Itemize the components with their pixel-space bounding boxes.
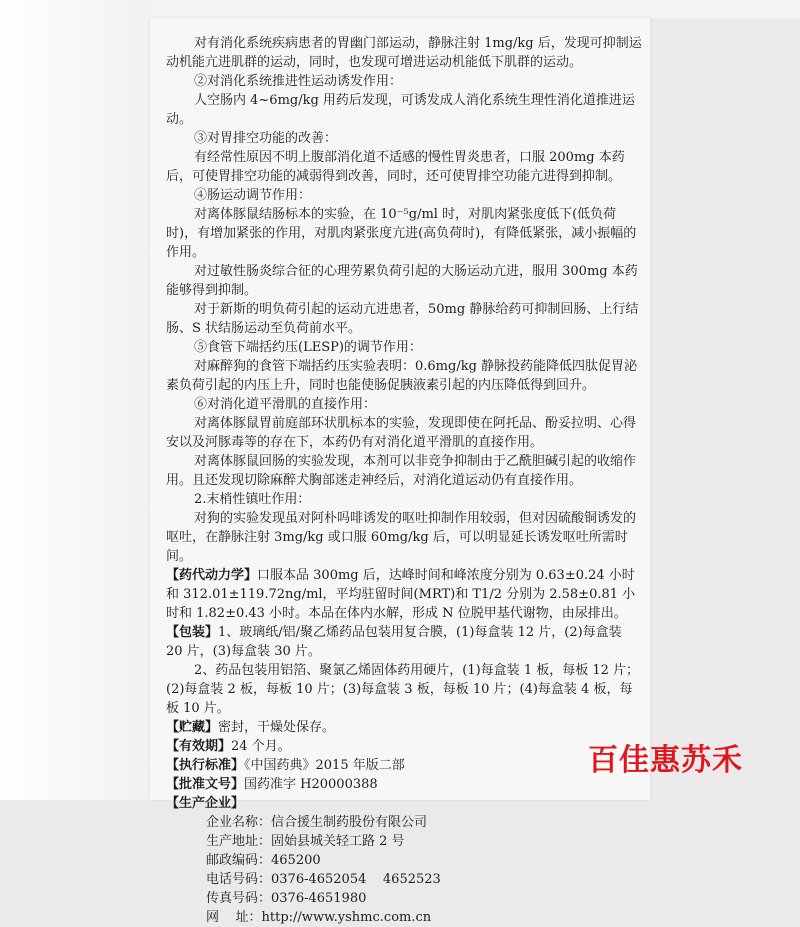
pharmacokinetics-section xyxy=(166,566,642,623)
store-watermark: 百佳惠苏禾 xyxy=(588,743,743,778)
section-text: 1、玻璃纸/铝/聚乙烯药品包装用复合膜，(1)每盒装 12 片，(2)每盒装 20 片，(3)每盒装 30 片。 xyxy=(166,625,622,659)
paragraph: 对离体豚鼠结肠标本的实验，在 10⁻⁵g/ml 时，对肌肉紧张度低下(低负荷时)，有增加紧张的作用，对肌肉紧张度亢进(高负荷时)，有降低紧张，减小振幅的作用。 xyxy=(166,207,637,260)
leaflet-text xyxy=(166,34,642,927)
section-label: 【执行标准】 xyxy=(166,758,245,773)
subheading: ③对胃排空功能的改善： xyxy=(194,131,338,146)
approval-section xyxy=(166,775,642,794)
subheading: 2.末梢性镇吐作用： xyxy=(194,492,311,507)
background-left xyxy=(0,0,150,800)
subheading: ⑥对消化道平滑肌的直接作用： xyxy=(194,397,377,412)
website: 网 址：http://www.yshmc.com.cn xyxy=(206,910,432,925)
paragraph: 人空肠内 4~6mg/kg 用药后发现，可诱发成人消化系统生理性消化道推进运动。 xyxy=(166,93,635,127)
validity-section xyxy=(166,737,642,756)
subheading: ⑤食管下端括约压(LESP)的调节作用： xyxy=(194,340,422,355)
paragraph: 对离体豚鼠胃前庭部环状肌标本的实验，发现即使在阿托品、酚妥拉明、心得安以及河豚毒等的存在下，本药仍有对消化道平滑肌的直接作用。 xyxy=(166,416,637,450)
section-text: 密封，干燥处保存。 xyxy=(218,720,336,735)
subheading: ②对消化系统推进性运动诱发作用： xyxy=(194,74,403,89)
packaging-section xyxy=(166,623,642,661)
section-label: 【包装】 xyxy=(166,625,219,640)
company-name: 企业名称：信合援生制药股份有限公司 xyxy=(206,815,428,830)
standard-section xyxy=(166,756,642,775)
company-address: 生产地址：固始县城关轻工路 2 号 xyxy=(206,834,405,849)
section-label: 【有效期】 xyxy=(166,739,232,754)
section-text: 国药准字 H20000388 xyxy=(244,777,378,792)
section-label: 【药代动力学】 xyxy=(166,568,258,583)
packaging-option-2: 2、药品包装用铝箔、聚氯乙烯固体药用硬片，(1)每盒装 1 板，每板 12 片；(2)每盒装 2 板，每板 10 片；(3)每盒装 3 板，每板 10 片；(4)每盒装 4 板，每板 10 片。 xyxy=(166,663,640,716)
section-text: 24 个月。 xyxy=(231,739,291,754)
background-top xyxy=(150,0,800,18)
paragraph: 对于新斯的明负荷引起的运动亢进患者，50mg 静脉给药可抑制回肠、上行结肠、S 状结肠运动至负荷前水平。 xyxy=(166,302,639,336)
paragraph: 对过敏性肠炎综合征的心理劳累负荷引起的大肠运动亢进，服用 300mg 本药能够得到抑制。 xyxy=(166,264,638,298)
paragraph: 有经常性原因不明上腹部消化道不适感的慢性胃炎患者，口服 200mg 本药后，可使胃排空功能的减弱得到改善，同时，还可使胃排空功能亢进得到抑制。 xyxy=(166,150,625,184)
storage-section xyxy=(166,718,642,737)
postal-code: 邮政编码：465200 xyxy=(206,853,321,868)
paragraph: 对狗的实验发现虽对阿朴吗啡诱发的呕吐抑制作用较弱，但对因硫酸铜诱发的呕吐，在静脉注射 3mg/kg 或口服 60mg/kg 后，可以明显延长诱发呕吐所需时间。 xyxy=(166,511,637,564)
section-label: 【生产企业】 xyxy=(166,796,245,811)
paragraph: 对麻醉狗的食管下端括约压实验表明：0.6mg/kg 静脉投药能降低四肽促胃泌素负荷引起的内压上升，同时也能使肠促胰液素引起的内压降低得到回升。 xyxy=(166,359,638,393)
subheading: ④肠运动调节作用： xyxy=(194,188,312,203)
fax-number: 传真号码：0376-4651980 xyxy=(206,891,367,906)
manufacturer-section xyxy=(166,794,642,813)
paragraph: 对离体豚鼠回肠的实验发现，本剂可以非竞争抑制由于乙酰胆碱引起的收缩作用。且还发现切除麻醉犬胸部迷走神经后，对消化道运动仍有直接作用。 xyxy=(166,454,637,488)
section-text: 口服本品 300mg 后，达峰时间和峰浓度分别为 0.63±0.24 小时和 312.01±119.72ng/ml，平均驻留时间(MRT)和 T1/2 分别为 2.58±0.81 小时和 1.82±0.43 小时。本品在体内水解，形成 N 位脱甲基代谢物，由尿排出。 xyxy=(166,568,636,621)
manufacturer-info xyxy=(166,813,642,927)
section-text: 《中国药典》2015 年版二部 xyxy=(244,758,405,773)
phone-number: 电话号码：0376-4652054 4652523 xyxy=(206,872,441,887)
section-label: 【批准文号】 xyxy=(166,777,245,792)
paragraph: 对有消化系统疾病患者的胃幽门部运动，静脉注射 1mg/kg 后，发现可抑制运动机能亢进肌群的运动，同时，也发现可增进运动机能低下肌群的运动。 xyxy=(166,36,642,70)
section-label: 【贮藏】 xyxy=(166,720,219,735)
